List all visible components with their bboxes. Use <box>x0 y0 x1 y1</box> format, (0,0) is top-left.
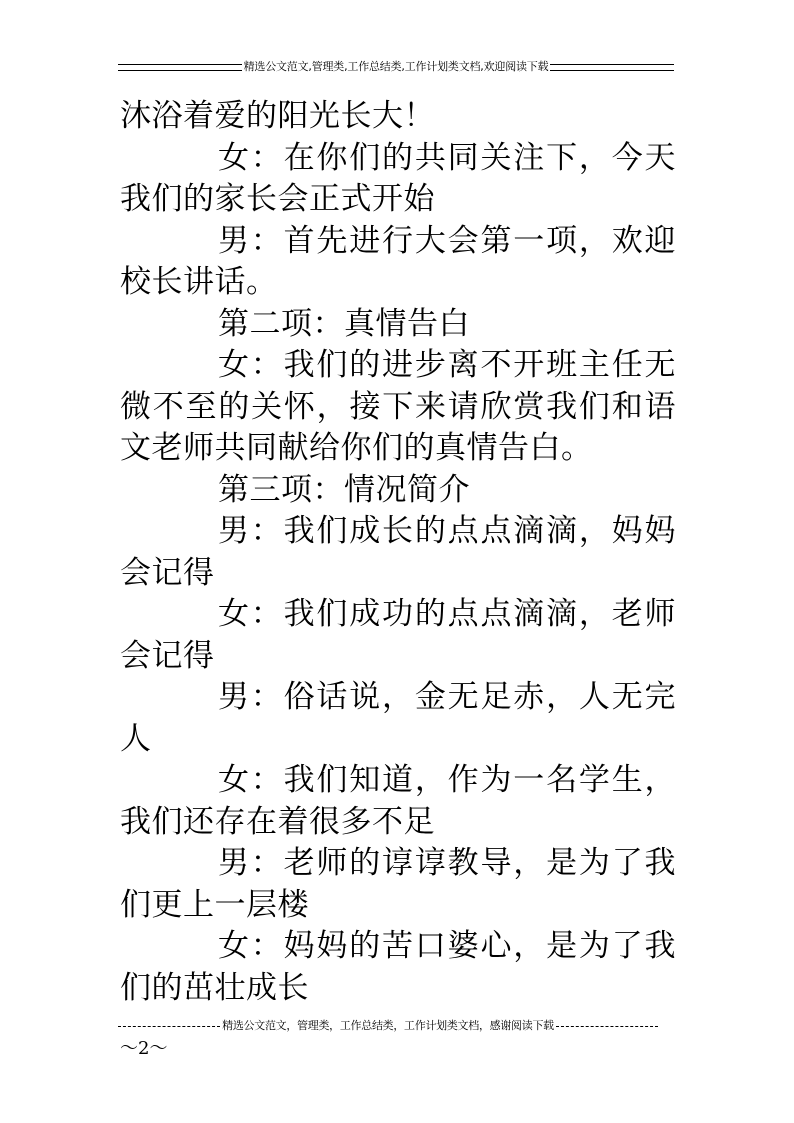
paragraph: 女：在你们的共同关注下，今天我们的家长会正式开始 <box>120 139 676 217</box>
footer-rule-left <box>118 1026 220 1027</box>
paragraph: 男：俗话说，金无足赤，人无完人 <box>120 679 676 757</box>
footer-rule-right <box>556 1026 658 1027</box>
footer-text: 精选公文范文，管理类，工作总结类，工作计划类文档，感谢阅读下载 <box>222 1019 554 1032</box>
paragraph: 第二项：真情告白 <box>218 305 470 342</box>
paragraph: 男：老师的谆谆教导，是为了我们更上一层楼 <box>120 845 676 923</box>
header-rule-left <box>118 64 242 71</box>
paragraph: 沐浴着爱的阳光长大！ <box>120 98 435 134</box>
header-rule-right <box>550 64 674 71</box>
paragraph: 女：我们的进步离不开班主任无微不至的关怀，接下来请欣赏我们和语文老师共同献给你们的真情告白。 <box>120 347 676 466</box>
page-footer <box>118 1017 658 1035</box>
header-text: 精选公文范文,管理类,工作总结类,工作计划类文档,欢迎阅读下载 <box>243 60 549 73</box>
paragraph: 男：首先进行大会第一项，欢迎校长讲话。 <box>120 222 676 300</box>
paragraph: 女：我们成功的点点滴滴，老师会记得 <box>120 596 676 674</box>
paragraph: 女：妈妈的苦口婆心，是为了我们的茁壮成长 <box>120 928 676 1006</box>
paragraph: 男：我们成长的点点滴滴，妈妈会记得 <box>120 513 676 591</box>
document-body <box>120 96 676 1009</box>
page-header <box>118 57 674 77</box>
paragraph: 第三项：情况简介 <box>218 471 470 508</box>
page-number: ～2～ <box>120 1038 168 1059</box>
paragraph: 女：我们知道，作为一名学生，我们还存在着很多不足 <box>120 762 676 840</box>
